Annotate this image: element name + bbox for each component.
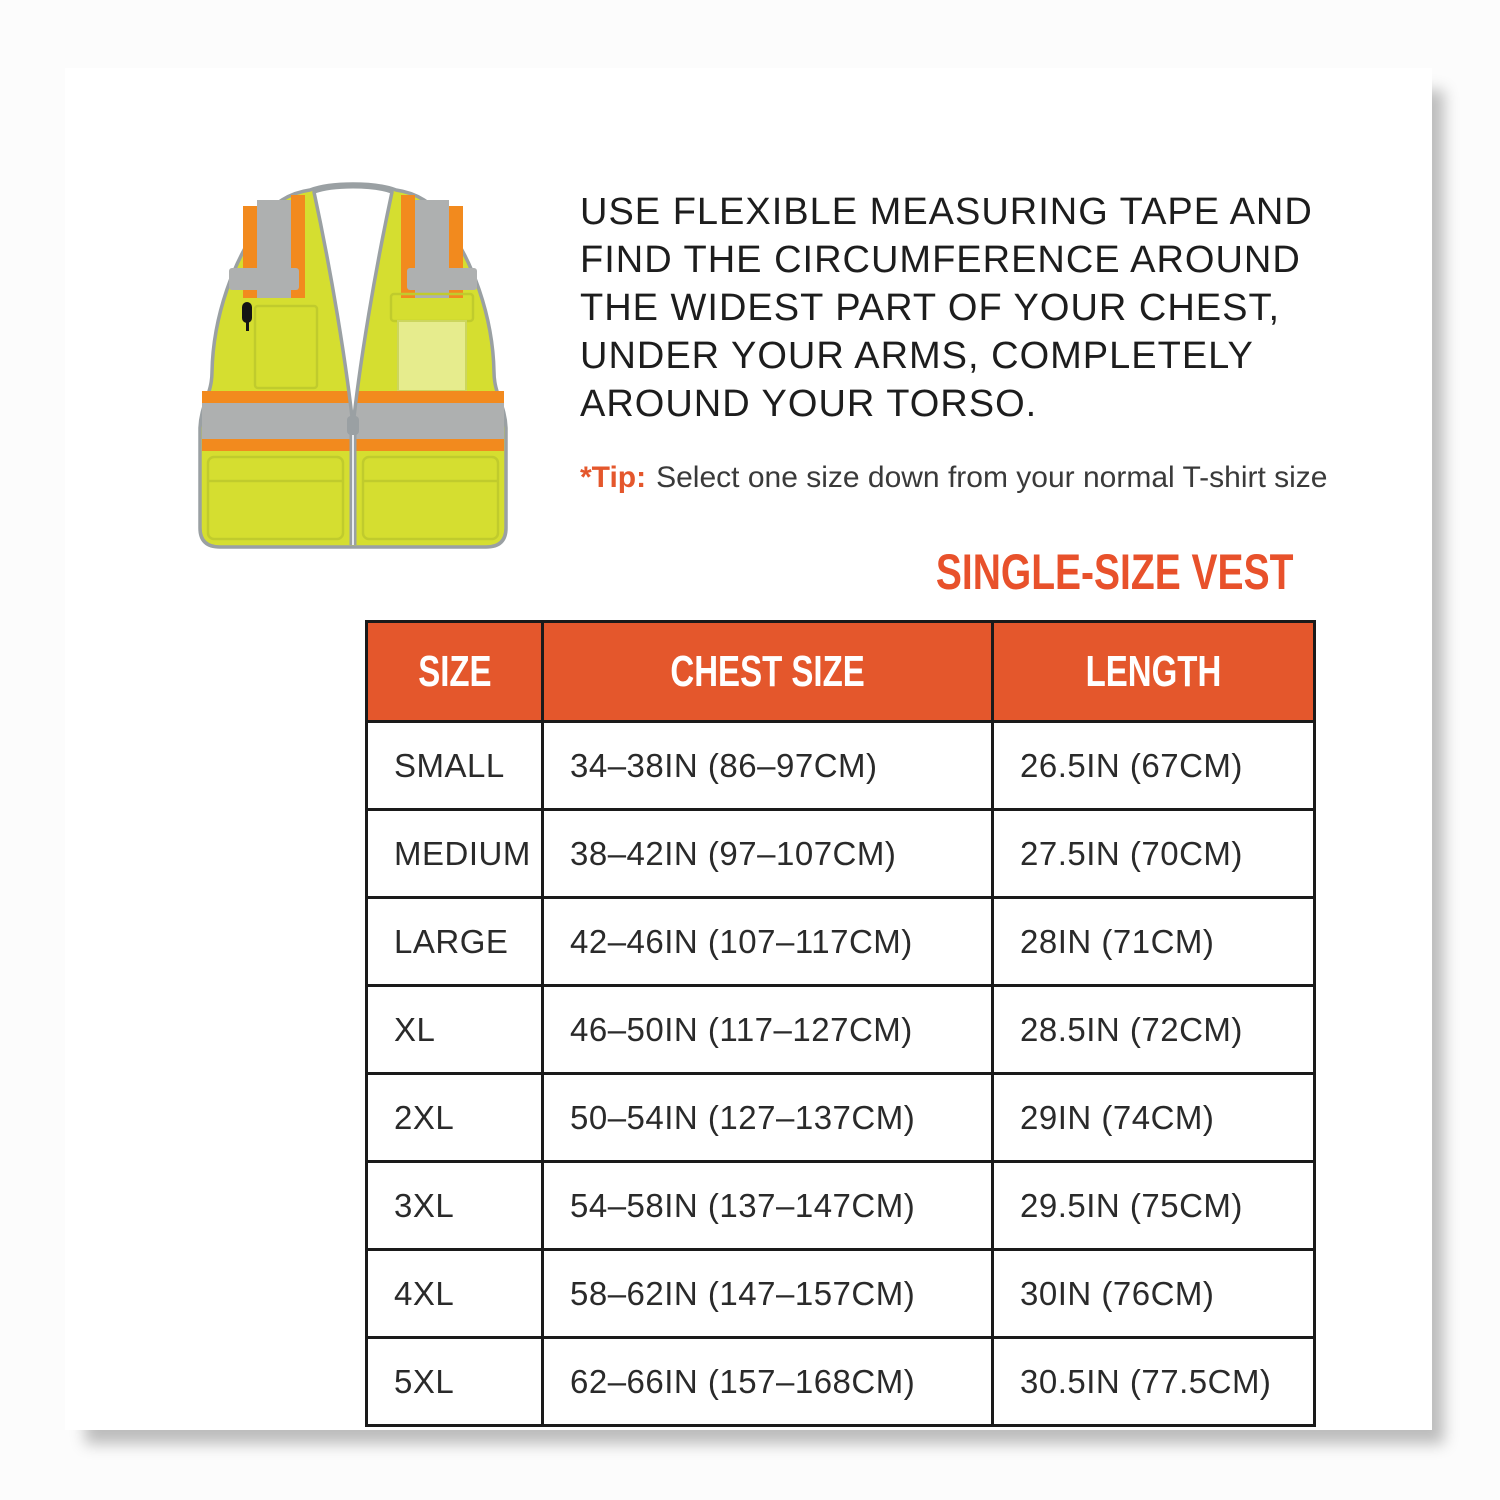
table-header-row [367, 622, 1315, 722]
size-cell: 3XL [367, 1162, 543, 1250]
tip-label: *Tip: [580, 461, 647, 494]
table-row [367, 722, 1315, 810]
size-cell: LARGE [367, 898, 543, 986]
table-row [367, 1074, 1315, 1162]
size-cell: MEDIUM [367, 810, 543, 898]
length-cell: 30IN (76CM) [993, 1250, 1315, 1338]
instruction-line: USE FLEXIBLE MEASURING TAPE AND [580, 191, 1313, 233]
instruction-line: FIND THE CIRCUMFERENCE AROUND [580, 239, 1301, 281]
measuring-instructions [580, 188, 1313, 428]
table-row [367, 986, 1315, 1074]
chest-size-cell: 58–62IN (147–157CM) [543, 1250, 993, 1338]
chest-size-cell: 50–54IN (127–137CM) [543, 1074, 993, 1162]
right-horizontal-tab [407, 268, 477, 290]
instruction-line: AROUND YOUR TORSO. [580, 383, 1038, 425]
column-header-chest-size: CHEST SIZE [543, 622, 993, 722]
chest-size-cell: 62–66IN (157–168CM) [543, 1338, 993, 1426]
size-cell: 2XL [367, 1074, 543, 1162]
column-header-size: SIZE [367, 622, 543, 722]
table-row [367, 1250, 1315, 1338]
length-cell: 27.5IN (70CM) [993, 810, 1315, 898]
size-cell: SMALL [367, 722, 543, 810]
instruction-line: UNDER YOUR ARMS, COMPLETELY [580, 335, 1254, 377]
instruction-line: THE WIDEST PART OF YOUR CHEST, [580, 287, 1281, 329]
chest-size-cell: 54–58IN (137–147CM) [543, 1162, 993, 1250]
table-row [367, 1338, 1315, 1426]
length-cell: 29.5IN (75CM) [993, 1162, 1315, 1250]
right-shoulder-stripes [401, 195, 477, 298]
table-row [367, 1162, 1315, 1250]
chest-size-cell: 38–42IN (97–107CM) [543, 810, 993, 898]
table-row [367, 810, 1315, 898]
length-cell: 28.5IN (72CM) [993, 986, 1315, 1074]
length-cell: 29IN (74CM) [993, 1074, 1315, 1162]
size-cell: 5XL [367, 1338, 543, 1426]
size-chart-table [365, 620, 1316, 1427]
size-cell: XL [367, 986, 543, 1074]
table-row [367, 898, 1315, 986]
chest-size-cell: 34–38IN (86–97CM) [543, 722, 993, 810]
chest-size-cell: 46–50IN (117–127CM) [543, 986, 993, 1074]
left-shoulder-stripes [229, 195, 305, 298]
zipper-pull [347, 416, 359, 435]
length-cell: 30.5IN (77.5CM) [993, 1338, 1315, 1426]
length-cell: 28IN (71CM) [993, 898, 1315, 986]
sizing-guide-card [65, 68, 1432, 1430]
table-heading [365, 546, 1293, 598]
safety-vest-illustration [177, 174, 529, 562]
chest-size-cell: 42–46IN (107–117CM) [543, 898, 993, 986]
length-cell: 26.5IN (67CM) [993, 722, 1315, 810]
left-horizontal-tab [229, 268, 299, 290]
table-heading-text: SINGLE-SIZE VEST [935, 544, 1293, 600]
column-header-length: LENGTH [993, 622, 1315, 722]
sizing-tip [580, 461, 1328, 495]
safety-vest-icon [177, 174, 529, 562]
tip-text: Select one size down from your normal T-shirt size [656, 461, 1328, 494]
size-cell: 4XL [367, 1250, 543, 1338]
